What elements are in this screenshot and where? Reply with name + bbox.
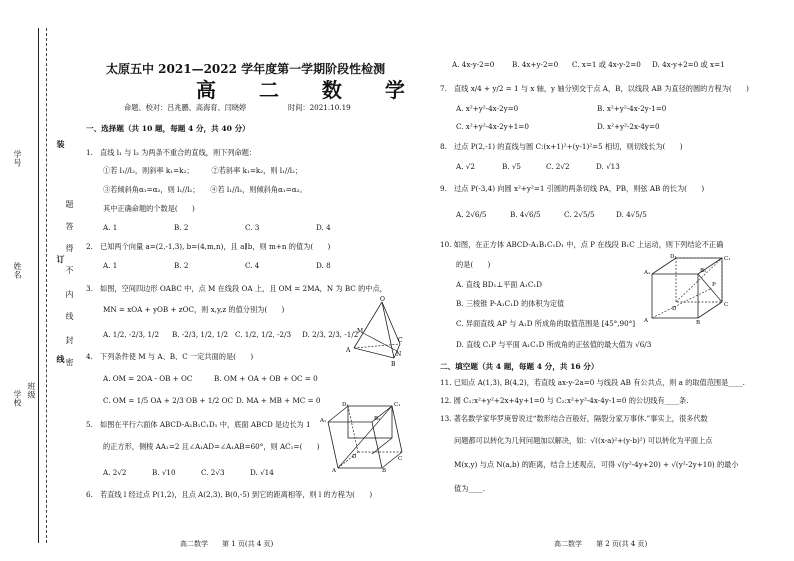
subject-title: 高 二 数 学 <box>196 78 423 102</box>
question-10: 10. 如图，在正方体 ABCD-A₁B₁C₁D₁ 中，点 P 在线段 B₁C 上运动，则下列结论不正确 <box>440 240 724 249</box>
prism-label-c: C <box>398 456 403 462</box>
q6-option-d: D. 4x-y+2=0 或 x=1 <box>652 60 725 69</box>
seal-char: 不 <box>65 266 74 275</box>
q10-ask: 的是( ) <box>456 260 491 269</box>
q10-option-b: B. 三棱锥 P-A₁C₁D 的体积为定值 <box>456 299 565 308</box>
q10-option-d: D. 直线 C₁P 与平面 A₁C₁D 所成角的正弦值的最大值为 √6/3 <box>456 340 652 349</box>
q9-option-b: B. 4√6/5 <box>510 210 541 219</box>
tetra-label-o: O <box>380 296 385 303</box>
q13-line-4: 值为____. <box>454 484 486 493</box>
question-13: 13. 著名数学家华罗庚曾说过“数形结合百般好，隔裂分家万事休.”事实上，很多代数 <box>440 414 708 423</box>
q7-option-a: A. x²+y²-4x-2y=0 <box>456 104 519 113</box>
cube-figure <box>642 252 736 324</box>
seal-char: 得 <box>65 244 74 253</box>
q4-option-d: D. MA + MB + MC = 0 <box>236 396 321 405</box>
section-fill: 二、填空题（共 4 题，每题 4 分，共 16 分） <box>440 362 599 371</box>
class-label: 班级 <box>27 382 36 399</box>
q7-option-d: D. x²+y²-2x-4y=0 <box>597 122 660 131</box>
q2-option-c: C. 4 <box>245 261 260 270</box>
q3-option-c: C. 1/2, 1/2, -2/3 <box>235 330 292 339</box>
seal-char: 内 <box>65 290 74 299</box>
cube-label-c: C <box>724 302 729 308</box>
q10-option-c: C. 异面直线 AP 与 A₁D 所成角的取值范围是 [45°,90°] <box>456 319 636 328</box>
q1-option-c: C. 3 <box>245 223 260 232</box>
q8-option-b: B. √5 <box>502 162 522 171</box>
question-12: 12. 圆 C₁:x²+y²+2x+4y+1=0 与 C₂:x²+y²-4x-4y-1=0 的公切线有____条. <box>440 396 689 405</box>
student-id-label: 学号 <box>13 150 22 167</box>
q13-line-3: M(x,y) 与点 N(a,b) 的距离，结合上述观点，可得 √(y²-4y+20) + √(y²-2y+10) 的最小 <box>454 460 739 469</box>
seal-char: 封 <box>65 336 74 345</box>
parallelepiped-figure <box>318 400 404 472</box>
tetra-label-m: M <box>357 328 364 335</box>
page-footer-right: 高二数学 第 2 页(共 4 页) <box>554 540 648 548</box>
question-6: 6. 若直线 l 经过点 P(1,2)，且点 A(2,3), B(0,-5) 到它的距离相等，则 l 的方程为( ) <box>86 490 373 499</box>
tetra-label-b: B <box>391 361 396 368</box>
seal-char: 密 <box>65 358 74 367</box>
cube-label-b1: B₁ <box>700 268 707 274</box>
q13-line-2: 问题都可以转化为几何问题加以解决，如：√((x-a)²+(y-b)²) 可以转化为平面上点 <box>454 436 713 445</box>
tetrahedron-figure <box>342 296 404 368</box>
cube-label-d1: D₁ <box>670 254 677 260</box>
bind-char: 订 <box>56 255 66 264</box>
authors: 命题、校对：吕兆鹏、高海育、闫晓婷 <box>124 103 247 112</box>
q4-option-a: A. OM = 2OA - OB + OC <box>103 374 193 383</box>
q3-option-d: D. 2/3, 2/3, -1/2 <box>302 330 359 339</box>
prism-label-d: D <box>352 454 357 460</box>
q1-ask: 其中正确命题的个数是( ) <box>103 204 195 213</box>
q1-stmt-b: ③若倾斜角α₁=α₂，则 l₁//l₂； ④若 l₁//l₂，则倾斜角α₁=α₂。 <box>103 185 307 194</box>
q2-option-a: A. 1 <box>103 261 118 270</box>
cube-label-c1: C₁ <box>724 256 731 262</box>
q9-option-d: D. 4√5/5 <box>616 210 647 219</box>
cube-label-p: P <box>712 282 716 288</box>
q7-option-c: C. x²+y²-4x-2y+1=0 <box>456 122 529 131</box>
section-choice: 一、选择题（共 10 题，每题 4 分，共 40 分） <box>86 124 250 133</box>
school-label: 学校 <box>13 390 22 407</box>
q3-option-a: A. 1/2, -2/3, 1/2 <box>103 330 160 339</box>
q1-option-b: B. 2 <box>174 223 189 232</box>
q8-option-d: D. √13 <box>596 162 620 171</box>
q2-option-b: B. 2 <box>174 261 189 270</box>
q2-option-d: D. 8 <box>316 261 331 270</box>
question-8: 8. 过点 P(2,-1) 的直线与圆 C:(x+1)²+(y-1)²=5 相切，则切线长为( ) <box>440 142 683 151</box>
q10-option-a: A. 直线 BD₁⊥平面 A₁C₁D <box>456 280 542 289</box>
q6-option-c: C. x=1 或 4x-y-2=0 <box>572 60 641 69</box>
q5-option-d: D. √14 <box>250 468 274 477</box>
prism-label-a: A <box>332 468 336 472</box>
binding-line <box>38 28 39 543</box>
bind-char: 线 <box>56 355 66 364</box>
prism-label-a1: A₁ <box>320 418 327 424</box>
q8-option-a: A. √2 <box>456 162 475 171</box>
name-label: 姓名 <box>13 262 22 279</box>
page-footer-left: 高二数学 第 1 页(共 4 页) <box>180 540 274 548</box>
bind-char: 装 <box>56 140 66 149</box>
seal-char: 答 <box>65 222 74 231</box>
prism-label-d1: D₁ <box>342 402 349 408</box>
cube-label-b: B <box>696 320 701 324</box>
q5-option-a: A. 2√2 <box>103 468 127 477</box>
q5-option-b: B. √10 <box>152 468 176 477</box>
q9-option-c: C. 2√5/5 <box>564 210 595 219</box>
seal-char: 线 <box>65 312 74 321</box>
q5-cond: 的正方形，侧棱 AA₁=2 且∠A₁AD=∠A₁AB=60°，则 AC₁=( ) <box>103 442 320 451</box>
q3-option-b: B. -2/3, 1/2, 1/2 <box>172 330 229 339</box>
cube-label-a1: A₁ <box>644 270 651 276</box>
tetra-label-a: A <box>346 347 351 354</box>
q6-option-b: B. 4x+y-2=0 <box>512 60 559 69</box>
exam-time: 时间：2021.10.19 <box>288 103 351 112</box>
question-4: 4. 下列条件使 M 与 A、B、C 一定共面的是( ) <box>86 352 254 361</box>
question-11: 11. 已知点 A(1,3), B(4,2)，若直线 ax-y-2a=0 与线段 AB 有公共点，则 a 的取值范围是____. <box>440 378 745 387</box>
prism-label-c1: C₁ <box>394 402 401 408</box>
question-3: 3. 如图，空间四边形 OABC 中，点 M 在线段 OA 上，且 OM = 2MA，N 为 BC 的中点， <box>86 284 387 293</box>
seal-char: 题 <box>65 200 74 209</box>
q6-option-a: A. 4x-y-2=0 <box>452 60 495 69</box>
question-9: 9. 过点 P(-3,4) 向圆 x²+y²=1 引圆的两条切线 PA，PB，则弦 AB 的长为( ) <box>440 184 705 193</box>
tetra-label-c: C <box>398 337 403 344</box>
q1-stmt-a: ①若 l₁//l₂，则斜率 k₁=k₂； ②若斜率 k₁=k₂，则 l₁//l₂； <box>103 166 303 175</box>
q9-option-a: A. 2√6/5 <box>456 210 487 219</box>
prism-label-b1: B₁ <box>374 416 381 422</box>
question-5: 5. 如图在平行六面体 ABCD-A₁B₁C₁D₁ 中，底面 ABCD 是边长为 1 <box>86 420 311 429</box>
binding-margin <box>0 0 78 561</box>
question-1: 1. 直线 l₁ 与 l₂ 为两条不重合的直线，则下列命题： <box>86 148 257 157</box>
cube-label-d: D <box>672 306 677 312</box>
seal-line <box>46 28 47 543</box>
question-7: 7. 直线 x/4 + y/2 = 1 与 x 轴，y 轴分别交于点 A，B，以线段 AB 为直径的圆的方程为( ) <box>440 84 749 93</box>
q8-option-c: C. 2√2 <box>546 162 570 171</box>
q1-option-d: D. 4 <box>316 223 331 232</box>
prism-label-b: B <box>382 468 387 472</box>
q3-expr: MN = xOA + yOB + zOC，则 x,y,z 的值分别为( ) <box>103 305 285 314</box>
question-2: 2. 已知两个向量 a=(2,-1,3), b=(4,m,n)，且 a∥b，则 m+n 的值为( ) <box>86 242 331 251</box>
q7-option-b: B. x²+y²-4x-2y-1=0 <box>597 104 667 113</box>
cube-label-a: A <box>644 318 648 324</box>
q4-option-c: C. OM = 1/5 OA + 2/3 OB + 1/2 OC <box>103 396 234 405</box>
exam-title: 太原五中 2021—2022 学年度第一学期阶段性检测 <box>106 62 386 76</box>
tetra-label-n: N <box>396 351 402 358</box>
q4-option-b: B. OM + OA + OB + OC = 0 <box>214 374 318 383</box>
q1-option-a: A. 1 <box>103 223 118 232</box>
q5-option-c: C. 2√3 <box>201 468 225 477</box>
